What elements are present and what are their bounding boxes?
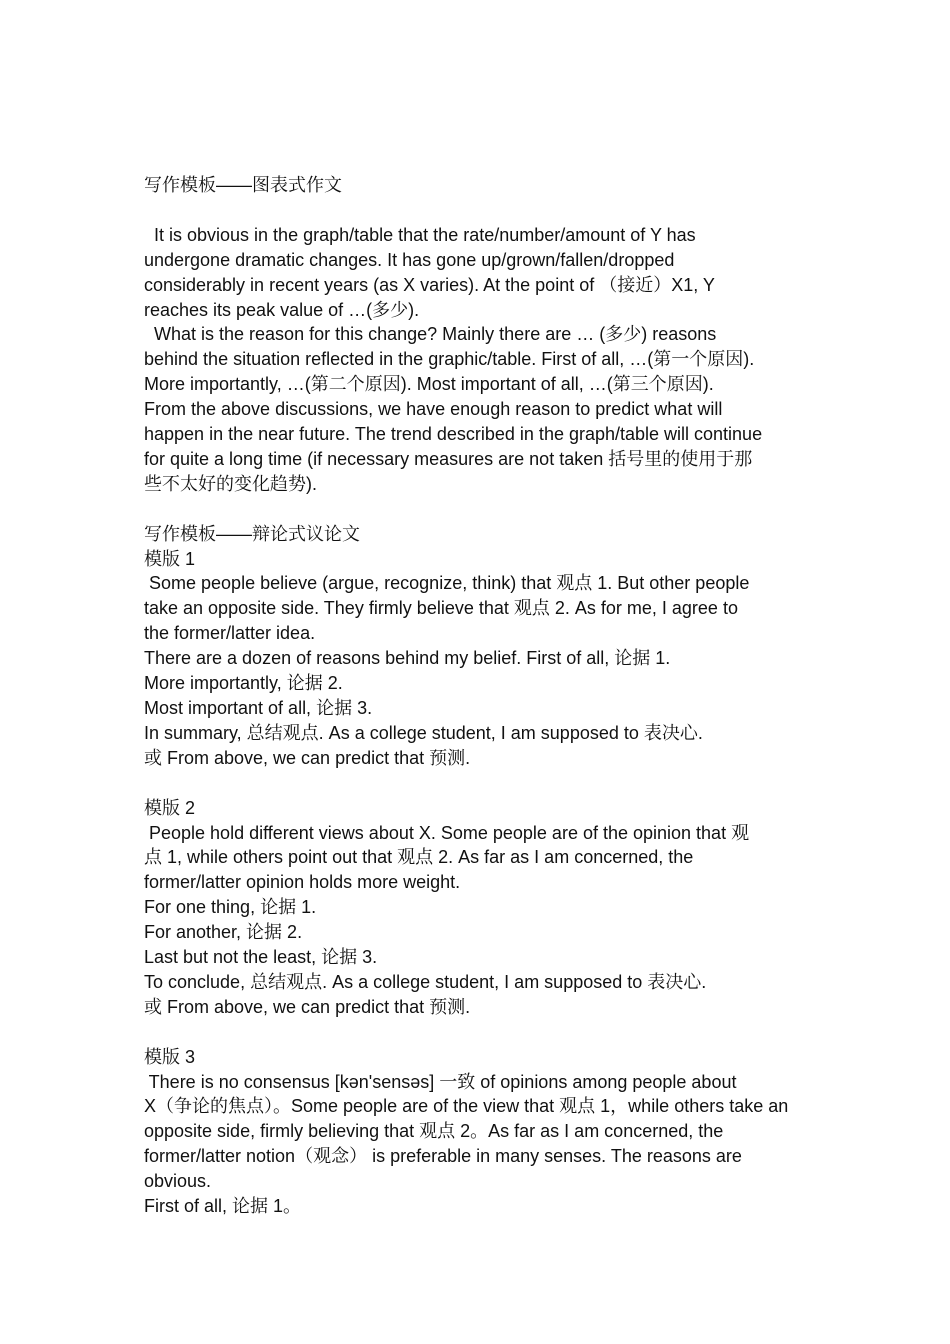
text-line: To conclude, 总结观点. As a college student, I am supposed to 表决心. xyxy=(144,971,707,992)
text-line: From the above discussions, we have enough reason to predict what will xyxy=(144,399,723,420)
text-line: former/latter notion（观念） is preferable in many senses. The reasons are xyxy=(144,1146,742,1167)
text-line: 些不太好的变化趋势). xyxy=(144,473,317,494)
template-title: 模版 3 xyxy=(144,1046,196,1067)
template-title: 模版 2 xyxy=(144,797,196,818)
text-line: For another, 论据 2. xyxy=(144,922,303,943)
text-line: take an opposite side. They firmly believe that 观点 2. As for me, I agree to xyxy=(144,598,738,619)
section-heading-chart-essay: 写作模板——图表式作文 xyxy=(144,175,342,195)
text-line: happen in the near future. The trend described in the graph/table will continue xyxy=(144,424,763,445)
spacer xyxy=(144,1020,824,1045)
text-line: opposite side, firmly believing that 观点 2。As far as I am concerned, the xyxy=(144,1121,724,1142)
template-title: 模版 1 xyxy=(144,548,196,569)
spacer xyxy=(144,497,824,522)
text-line: former/latter opinion holds more weight. xyxy=(144,872,461,893)
text-line: People hold different views about X. Some people are of the opinion that 观 xyxy=(144,822,750,843)
text-line: 或 From above, we can predict that 预测. xyxy=(144,996,471,1017)
template-1 xyxy=(144,547,824,771)
text-line: considerably in recent years (as X varies). At the point of （接近）X1, Y xyxy=(144,274,715,295)
text-line: It is obvious in the graph/table that the rate/number/amount of Y has xyxy=(144,224,696,245)
template-2 xyxy=(144,796,824,1020)
text-line: Some people believe (argue, recognize, think) that 观点 1. But other people xyxy=(144,573,750,594)
text-line: What is the reason for this change? Mainly there are … (多少) reasons xyxy=(144,324,717,345)
text-line: for quite a long time (if necessary measures are not taken 括号里的使用于那 xyxy=(144,448,753,469)
text-line: Most important of all, 论据 3. xyxy=(144,698,373,718)
text-line: reaches its peak value of …(多少). xyxy=(144,299,420,320)
text-line: For one thing, 论据 1. xyxy=(144,897,317,918)
spacer xyxy=(144,198,824,223)
spacer xyxy=(144,771,824,796)
text-line: There are a dozen of reasons behind my belief. First of all, 论据 1. xyxy=(144,648,671,669)
text-line: X（争论的焦点）。Some people are of the view that 观点 1，while others take an xyxy=(144,1096,789,1117)
text-line: 点 1, while others point out that 观点 2. As far as I am concerned, the xyxy=(144,847,694,868)
text-line: More importantly, …(第二个原因). Most important of all, …(第三个原因). xyxy=(144,374,714,395)
text-line: More importantly, 论据 2. xyxy=(144,673,343,694)
text-line: behind the situation reflected in the graphic/table. First of all, …(第一个原因). xyxy=(144,349,755,370)
document-page xyxy=(144,173,824,1219)
text-line: There is no consensus [kən'sensəs] 一致 of opinions among people about xyxy=(144,1071,737,1092)
template-3 xyxy=(144,1045,824,1219)
section-heading-argument-essay: 写作模板——辩论式议论文 xyxy=(144,523,360,544)
chart-essay-paragraph-2 xyxy=(144,322,824,496)
chart-essay-paragraph-1 xyxy=(144,223,824,323)
text-line: the former/latter idea. xyxy=(144,623,316,644)
text-line: First of all, 论据 1。 xyxy=(144,1196,302,1217)
text-line: obvious. xyxy=(144,1171,212,1192)
text-line: In summary, 总结观点. As a college student, I am supposed to 表决心. xyxy=(144,722,703,743)
text-line: undergone dramatic changes. It has gone up/grown/fallen/dropped xyxy=(144,249,675,270)
text-line: Last but not the least, 论据 3. xyxy=(144,947,378,968)
text-line: 或 From above, we can predict that 预测. xyxy=(144,747,471,768)
